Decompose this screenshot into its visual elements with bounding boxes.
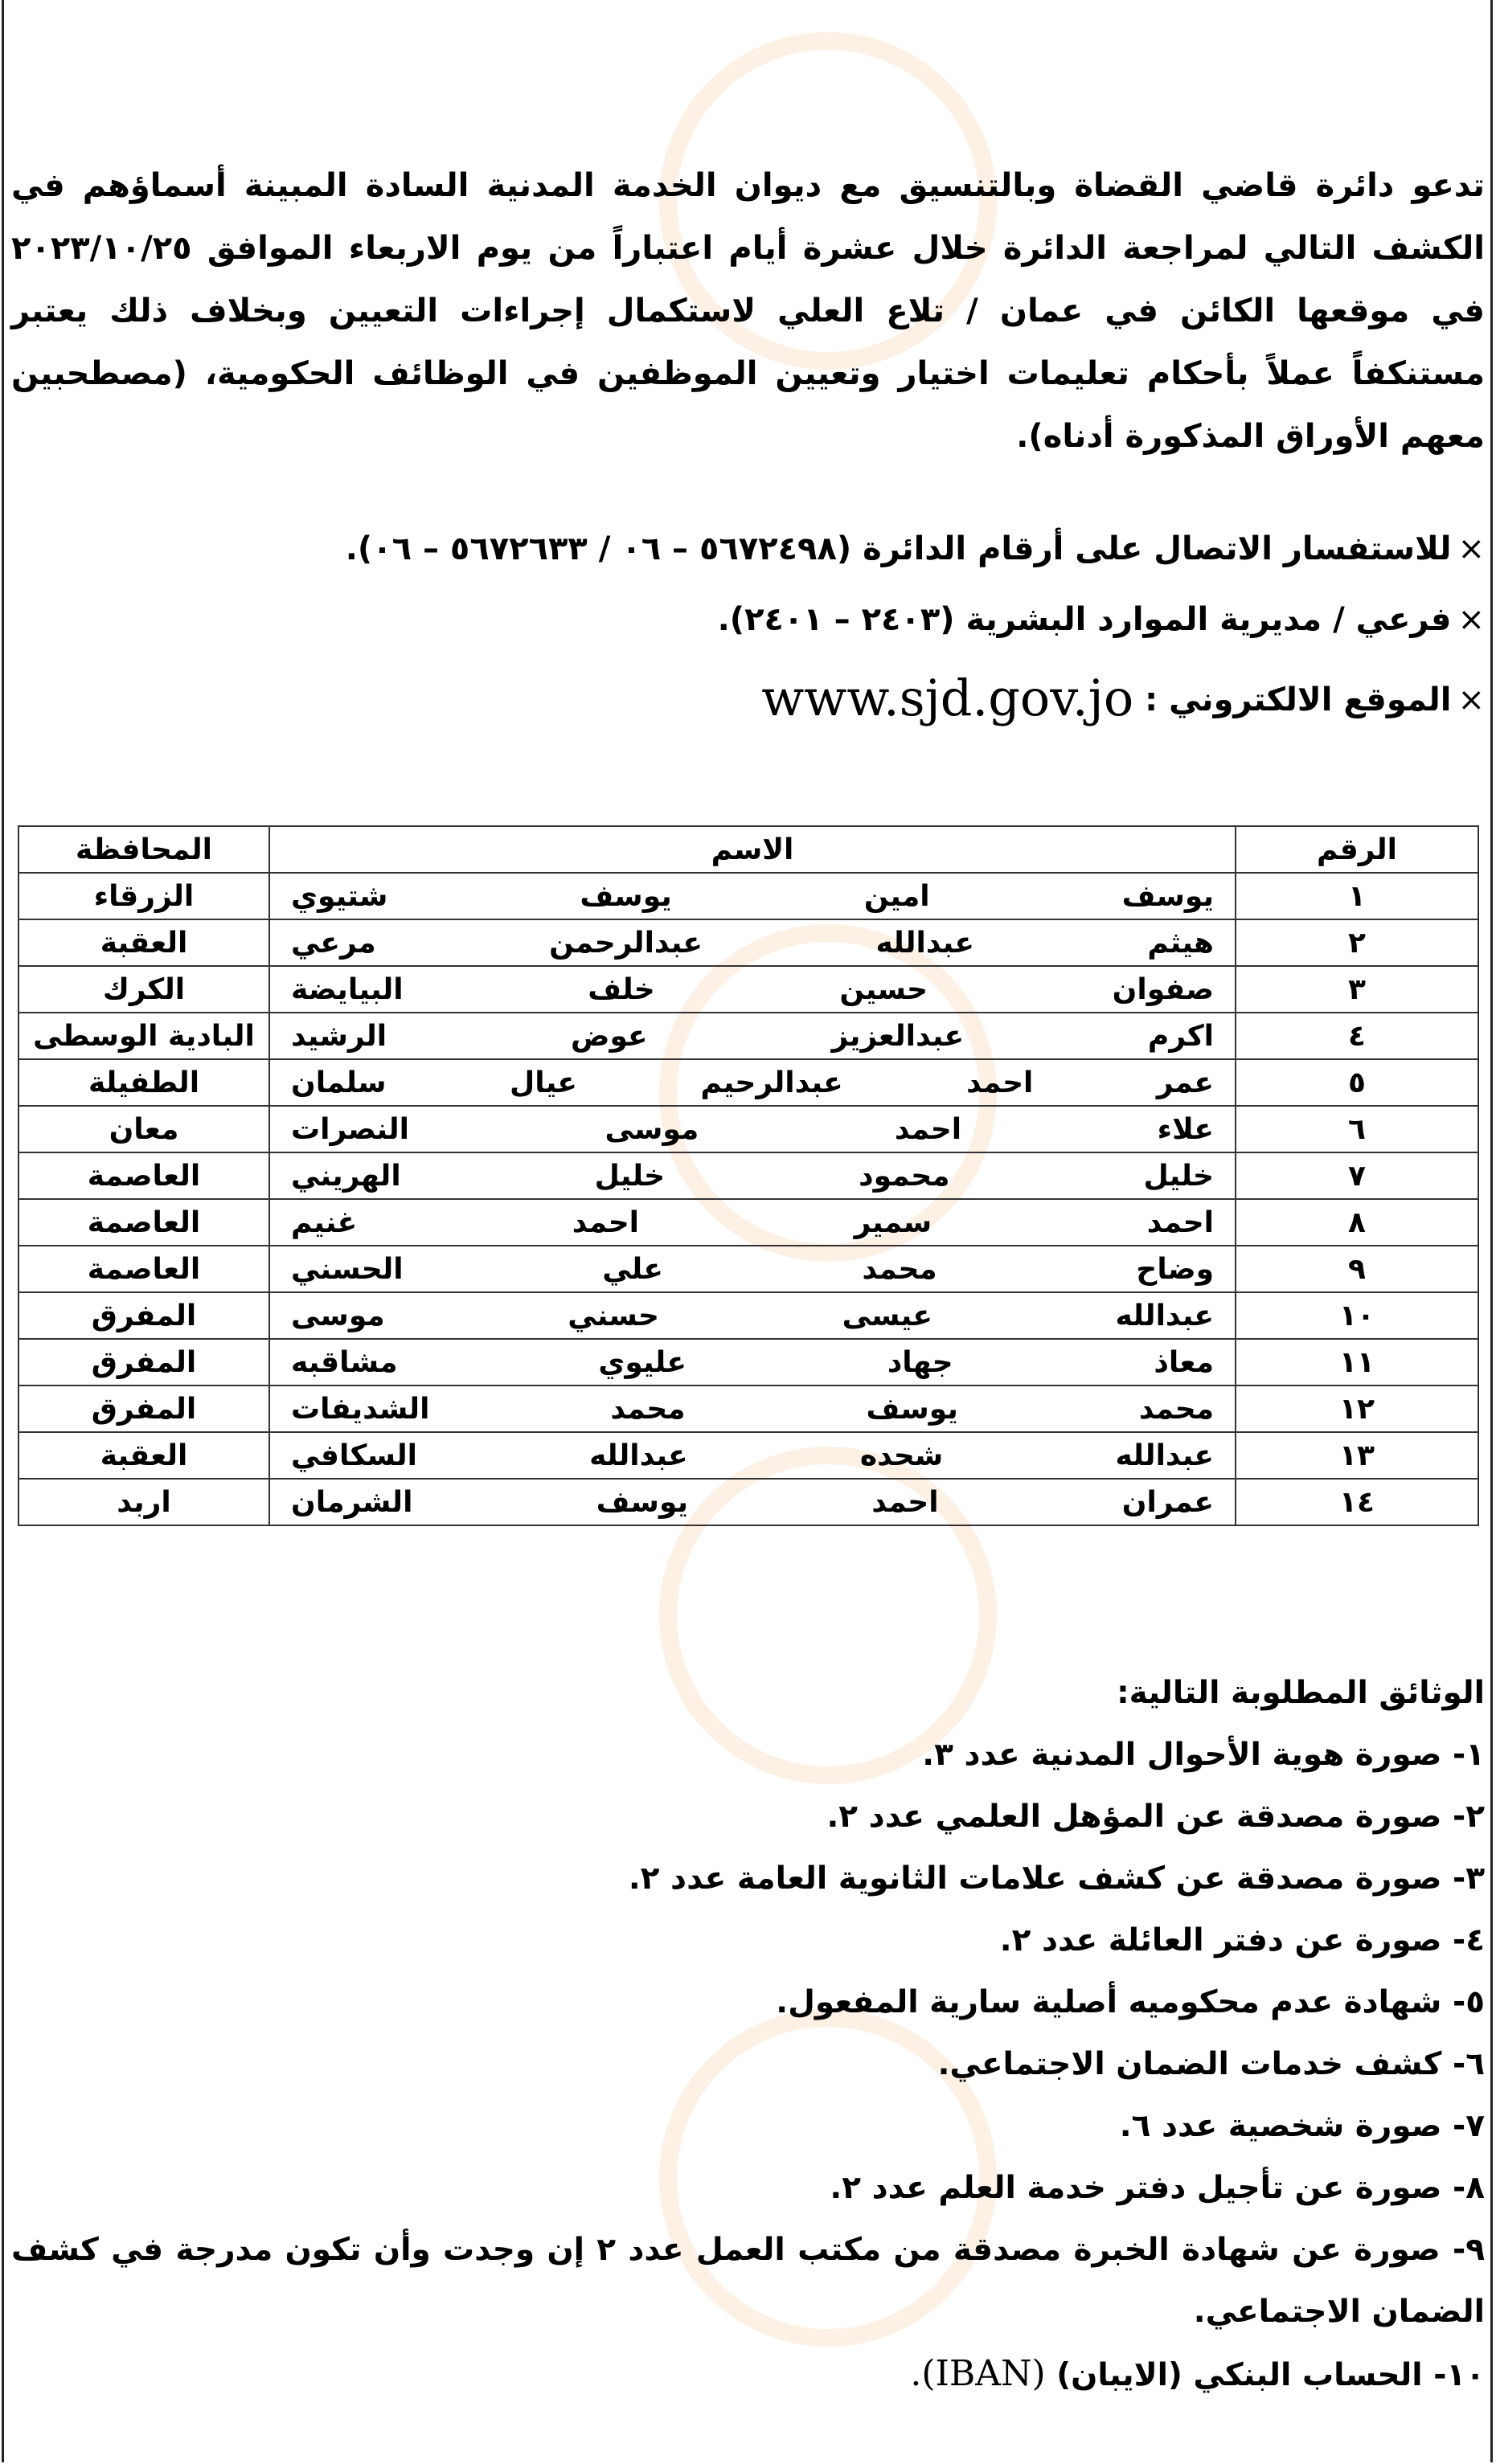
cell-number: ٨	[1236, 1199, 1478, 1246]
table-row	[18, 1152, 1478, 1199]
cell-name: خليل محمود خليل الهريني	[269, 1152, 1236, 1199]
cell-name: يوسف امين يوسف شتيوي	[269, 873, 1236, 919]
cell-governorate: العقبة	[18, 919, 269, 966]
cell-governorate: المفرق	[18, 1385, 269, 1432]
cell-name: عمران احمد يوسف الشرمان	[269, 1479, 1236, 1525]
table-row	[18, 1199, 1478, 1246]
table-row	[18, 1059, 1478, 1106]
cell-name: اكرم عبدالعزيز عوض الرشيد	[269, 1013, 1236, 1059]
table-row	[18, 1432, 1478, 1479]
cell-number: ١٣	[1236, 1432, 1478, 1479]
table-row	[18, 1246, 1478, 1292]
table-row	[18, 919, 1478, 966]
cell-name: معاذ جهاد عليوي مشاقبه	[269, 1339, 1236, 1385]
cell-number: ٦	[1236, 1106, 1478, 1152]
document-item: ٩- صورة عن شهادة الخبرة مصدقة من مكتب العمل عدد ٢ إن وجدت وأن تكون مدرجة في كشف الضمان الاجتماعي.	[11, 2232, 1485, 2330]
cell-number: ٩	[1236, 1246, 1478, 1292]
cell-name: عمر احمد عبدالرحيم عيال سلمان	[269, 1059, 1236, 1106]
cell-number: ١	[1236, 873, 1478, 919]
table-row	[18, 966, 1478, 1013]
cell-number: ٧	[1236, 1152, 1478, 1199]
cell-governorate: المفرق	[18, 1339, 269, 1385]
table-header-row	[18, 826, 1478, 873]
document-item: ٢- صورة مصدقة عن المؤهل العلمي عدد ٢.	[826, 1799, 1485, 1835]
website-url: www.sjd.gov.jo	[761, 669, 1134, 727]
document-item: ٧- صورة شخصية عدد ٦.	[1119, 2108, 1485, 2144]
cell-name: عبدالله عيسى حسني موسى	[269, 1292, 1236, 1339]
cell-governorate: الزرقاء	[18, 873, 269, 919]
table-row	[18, 1013, 1478, 1059]
cell-number: ١١	[1236, 1339, 1478, 1385]
iban-text: (IBAN).	[910, 2353, 1046, 2394]
bullet-x-icon: ×	[1457, 681, 1485, 718]
cell-governorate: العاصمة	[18, 1152, 269, 1199]
cell-name: عبدالله شحده عبدالله السكافي	[269, 1432, 1236, 1479]
cell-name: احمد سمير احمد غنيم	[269, 1199, 1236, 1246]
bullet-x-icon: ×	[1457, 530, 1485, 567]
cell-name: هيثم عبدالله عبدالرحمن مرعي	[269, 919, 1236, 966]
document-item: ١- صورة هوية الأحوال المدنية عدد ٣.	[922, 1737, 1485, 1773]
bullet-x-icon: ×	[1457, 601, 1485, 638]
contact-website: ×الموقع الالكتروني :www.sjd.gov.jo	[761, 669, 1485, 727]
document-item: ١٠- الحساب البنكي (الايبان) (IBAN).	[910, 2353, 1485, 2394]
cell-name: علاء احمد موسى النصرات	[269, 1106, 1236, 1152]
contact-branch: ×فرعي / مديرية الموارد البشرية (٢٤٠٣ – ٢٤٠١).	[717, 601, 1485, 638]
documents-title: الوثائق المطلوبة التالية:	[1117, 1675, 1485, 1711]
cell-governorate: اربد	[18, 1479, 269, 1525]
cell-governorate: معان	[18, 1106, 269, 1152]
table-row	[18, 873, 1478, 919]
table-row	[18, 1292, 1478, 1339]
cell-governorate: العاصمة	[18, 1199, 269, 1246]
candidates-table	[18, 825, 1479, 1526]
document-item: ٨- صورة عن تأجيل دفتر خدمة العلم عدد ٢.	[830, 2170, 1485, 2206]
cell-governorate: العقبة	[18, 1432, 269, 1479]
document-item: ٥- شهادة عدم محكوميه أصلية سارية المفعول.	[776, 1984, 1485, 2020]
cell-number: ٢	[1236, 919, 1478, 966]
document-item: ٦- كشف خدمات الضمان الاجتماعي.	[937, 2046, 1485, 2082]
cell-governorate: الطفيلة	[18, 1059, 269, 1106]
table-row	[18, 1339, 1478, 1385]
intro-paragraph: تدعو دائرة قاضي القضاة وبالتنسيق مع ديوان الخدمة المدنية السادة المبينة أسماؤهم في الكشف التالي لمراجعة الدائرة خلال عشرة أيام اعتباراً من يوم الاربعاء الموافق ٢٠٢٣/١٠/٢٥ في موقعها الكائن في عمان / تلاع العلي لاستكمال إجراءات التعيين وبخلاف ذلك يعتبر مستنكفاً عملاً بأحكام تعليمات اختيار وتعيين الموظفين في الوظائف الحكومية، (مصطحبين معهم الأوراق المذكورة أدناه).	[11, 167, 1485, 455]
document-item: ٤- صورة عن دفتر العائلة عدد ٢.	[999, 1922, 1485, 1959]
cell-name: محمد يوسف محمد الشديفات	[269, 1385, 1236, 1432]
cell-governorate: الكرك	[18, 966, 269, 1013]
cell-governorate: المفرق	[18, 1292, 269, 1339]
cell-number: ٤	[1236, 1013, 1478, 1059]
cell-governorate: العاصمة	[18, 1246, 269, 1292]
table-row	[18, 1106, 1478, 1152]
cell-number: ٣	[1236, 966, 1478, 1013]
cell-number: ٥	[1236, 1059, 1478, 1106]
document-item: ٣- صورة مصدقة عن كشف علامات الثانوية العامة عدد ٢.	[628, 1860, 1485, 1897]
cell-governorate: البادية الوسطى	[18, 1013, 269, 1059]
cell-number: ١٤	[1236, 1479, 1478, 1525]
header-name: الاسم	[269, 826, 1236, 873]
header-governorate: المحافظة	[18, 826, 269, 873]
table-row	[18, 1479, 1478, 1525]
cell-name: وضاح محمد علي الحسني	[269, 1246, 1236, 1292]
header-number: الرقم	[1236, 826, 1478, 873]
cell-number: ١٠	[1236, 1292, 1478, 1339]
cell-number: ١٢	[1236, 1385, 1478, 1432]
table-row	[18, 1385, 1478, 1432]
cell-name: صفوان حسين خلف البيايضة	[269, 966, 1236, 1013]
contact-phones: ×للاستفسار الاتصال على أرقام الدائرة (٥٦٧٢٤٩٨ – ٠٦ / ٥٦٧٢٦٣٣ – ٠٦).	[345, 530, 1485, 567]
